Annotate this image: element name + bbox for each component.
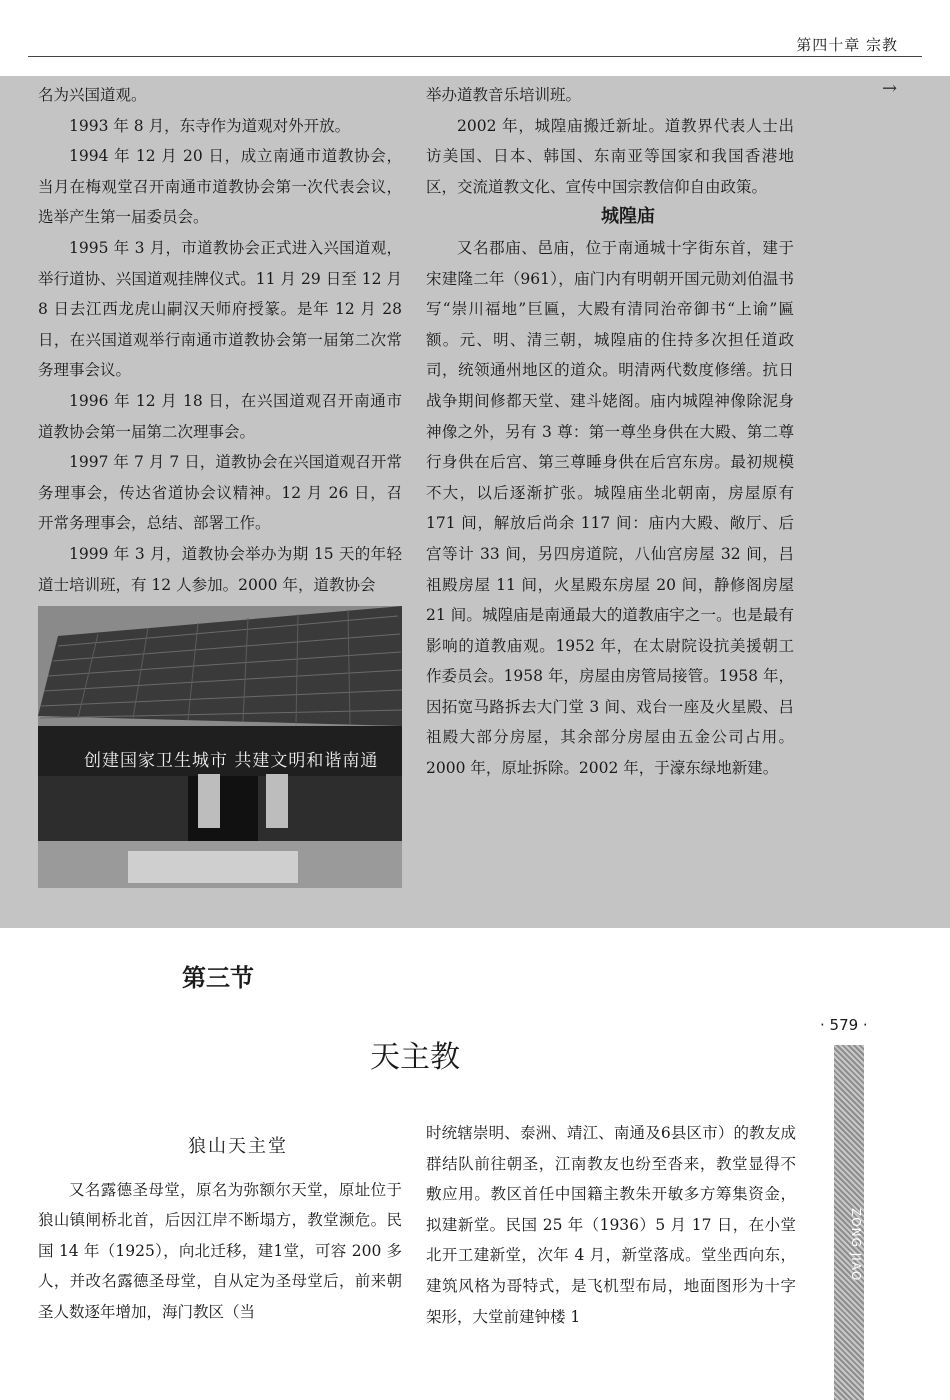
- chapter-header: 第四十章 宗教: [796, 36, 898, 54]
- paragraph: 1997 年 7 月 7 日，道教协会在兴国道观召开常务理事会，传达省道协会议精神。12 月 26 日，召开常务理事会，总结、部署工作。: [38, 453, 402, 533]
- paragraph: 1999 年 3 月，道教协会举办为期 15 天的年轻道士培训班，有 12 人参加。2000 年，道教协会: [38, 544, 402, 594]
- paragraph: 又名露德圣母堂，原名为弥额尔天堂，原址位于狼山镇闸桥北首，后因江岸不断塌方，教堂濒危。民国 14 年（1925），向北迁移，建1堂，可容 200 多人，并改名露德圣母堂，自从定为圣母堂后，前来朝圣人数逐年增加，海门教区（当: [38, 1180, 402, 1321]
- temple-photo: [38, 606, 402, 888]
- paragraph: 又名郡庙、邑庙，位于南通城十字街东首，建于宋建隆二年（961），庙门内有明朝开国元勋刘伯温书写“崇川福地”巨匾，大殿有清同治帝御书“上谕”匾额。元、明、清三朝，城隍庙的住持多次担任道政司，统领通州地区的道众。明清两代数度修缮。抗日战争期间修都天堂、建斗姥阁。庙内城隍神像除泥身神像之外，另有 3 尊：第一尊坐身供在大殿、第二尊行身供在后宫、第三尊睡身供在后宫东房。最初规模不大，以后逐渐扩张。城隍庙坐北朝南，房屋原有 171 间，解放后尚余 117 间：庙内大殿、敞厅、后宫等计 33 间，另四房道院，八仙宫房屋 32 间，吕祖殿房屋 11 间，火星殿东房屋 20 间，静修阁房屋 21 间。城隍庙是南通最大的道教庙宇之一。也是最有影响的道教庙观。1952 年，在太尉院设抗美援朝工作委员会。1958 年，房屋由房管局接管。1958 年，因拓宽马路拆去大门堂 3 间、戏台一座及火星殿、吕祖殿大部分房屋，其余部分房屋由五金公司占用。2000 年，原址拆除。2002 年，于濠东绿地新建。: [426, 238, 794, 778]
- paragraph: 举办道教音乐培训班。: [426, 86, 582, 104]
- section-number: 第三节: [182, 963, 254, 992]
- subheading-langshan: 狼山天主堂: [188, 1136, 288, 1157]
- paragraph: 1994 年 12 月 20 日，成立南通市道教协会，当月在梅观堂召开南通市道教协会第一次代表会议，选举产生第一届委员会。: [38, 147, 402, 227]
- right-column: [426, 80, 794, 784]
- bottom-left-column: [38, 1132, 402, 1328]
- page-header: [0, 0, 950, 70]
- photo-banner: 创建国家卫生城市 共建文明和谐南通: [84, 751, 379, 771]
- paragraph: 1995 年 3 月，市道教协会正式进入兴国道观，举行道协、兴国道观挂牌仪式。11 月 29 日至 12 月 8 日去江西龙虎山嗣汉天师府授篆。是年 12 月 28 日，在兴国道观举行南通市道教协会第一届第二次常务理事会议。: [38, 238, 402, 380]
- section-title: 天主教: [370, 1040, 460, 1075]
- bottom-right-column: [426, 1118, 796, 1332]
- side-tab-label: ZONG JIAO: [849, 1208, 863, 1282]
- paragraph: 名为兴国道观。: [38, 86, 147, 104]
- header-rule: [28, 56, 922, 57]
- subheading-chenghuang: 城隍庙: [601, 206, 655, 228]
- left-column: [38, 80, 402, 600]
- paragraph: 1996 年 12 月 18 日，在兴国道观召开南通市道教协会第一届第二次理事会。: [38, 391, 402, 441]
- page-number: · 579 ·: [820, 1016, 868, 1034]
- paragraph: 1993 年 8 月，东寺作为道观对外开放。: [69, 116, 351, 135]
- paragraph: 2002 年，城隍庙搬迁新址。道教界代表人士出访美国、日本、韩国、东南亚等国家和我国香港地区，交流道教文化、宣传中国宗教信仰自由政策。: [426, 116, 794, 196]
- paragraph: 时统辖崇明、泰洲、靖江、南通及6县区市）的教友成群结队前往朝圣，江南教友也纷至沓来，教堂显得不敷应用。教区首任中国籍主教朱开敏多方筹集资金，拟建新堂。民国 25 年（1936）5 月 17 日，在小堂北开工建新堂，次年 4 月，新堂落成。堂坐西向东，建筑风格为哥特式，是飞机型布局，地面图形为十字架形，大堂前建钟楼 1: [426, 1124, 796, 1326]
- arrow-icon: →: [882, 78, 898, 99]
